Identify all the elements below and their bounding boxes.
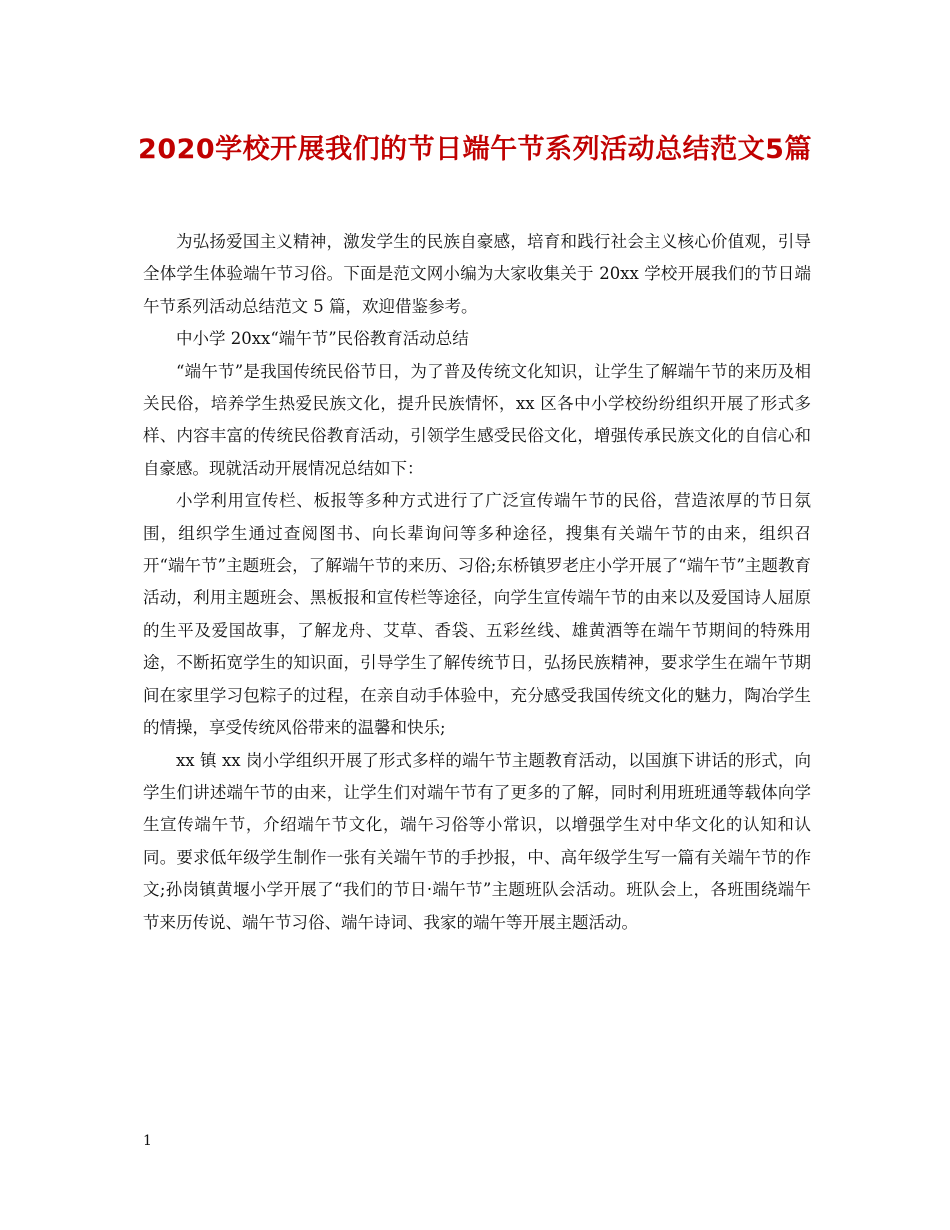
body-paragraph: “端午节”是我国传统民俗节日，为了普及传统文化知识，让学生了解端午节的来历及相关民俗，培养学生热爱民族文化，提升民族情怀，xx 区各中小学校纷纷组织开展了形式多样、内容丰富的传统民俗教育活动，引领学生感受民俗文化，增强传承民族文化的自信心和自豪感。现就活动开展情况总结如下：: [143, 361, 811, 478]
document-title: 2020学校开展我们的节日端午节系列活动总结范文5篇: [138, 134, 812, 165]
section-heading: 中小学 20xx“端午节”民俗教育活动总结: [176, 329, 469, 349]
body-paragraph: xx 镇 xx 岗小学组织开展了形式多样的端午节主题教育活动，以国旗下讲话的形式，向学生们讲述端午节的由来，让学生们对端午节有了更多的了解，同时利用班班通等载体向学生宣传端午节，介绍端午节文化，端午习俗等小常识，以增强学生对中华文化的认知和认同。要求低年级学生制作一张有关端午节的手抄报，中、高年级学生写一篇有关端午节的作文;孙岗镇黄堰小学开展了“我们的节日·端午节”主题班队会活动。班队会上，各班围绕端午节来历传说、端午节习俗、端午诗词、我家的端午等开展主题活动。: [143, 750, 811, 932]
document-body: [143, 226, 811, 939]
page-number: 1: [143, 1133, 152, 1149]
intro-paragraph: 为弘扬爱国主义精神，激发学生的民族自豪感，培育和践行社会主义核心价值观，引导全体学生体验端午节习俗。下面是范文网小编为大家收集关于 20xx 学校开展我们的节日端午节系列活动总结范文 5 篇，欢迎借鉴参考。: [143, 232, 811, 316]
body-paragraph: 小学利用宣传栏、板报等多种方式进行了广泛宣传端午节的民俗，营造浓厚的节日氛围，组织学生通过查阅图书、向长辈询问等多种途径，搜集有关端午节的由来，组织召开“端午节”主题班会，了解端午节的来历、习俗;东桥镇罗老庄小学开展了“端午节”主题教育活动，利用主题班会、黑板报和宣传栏等途径，向学生宣传端午节的由来以及爱国诗人屈原的生平及爱国故事，了解龙舟、艾草、香袋、五彩丝线、雄黄酒等在端午节期间的特殊用途，不断拓宽学生的知识面，引导学生了解传统节日，弘扬民族精神，要求学生在端午节期间在家里学习包粽子的过程，在亲自动手体验中，充分感受我国传统文化的魅力，陶冶学生的情操，享受传统风俗带来的温馨和快乐;: [143, 491, 811, 738]
